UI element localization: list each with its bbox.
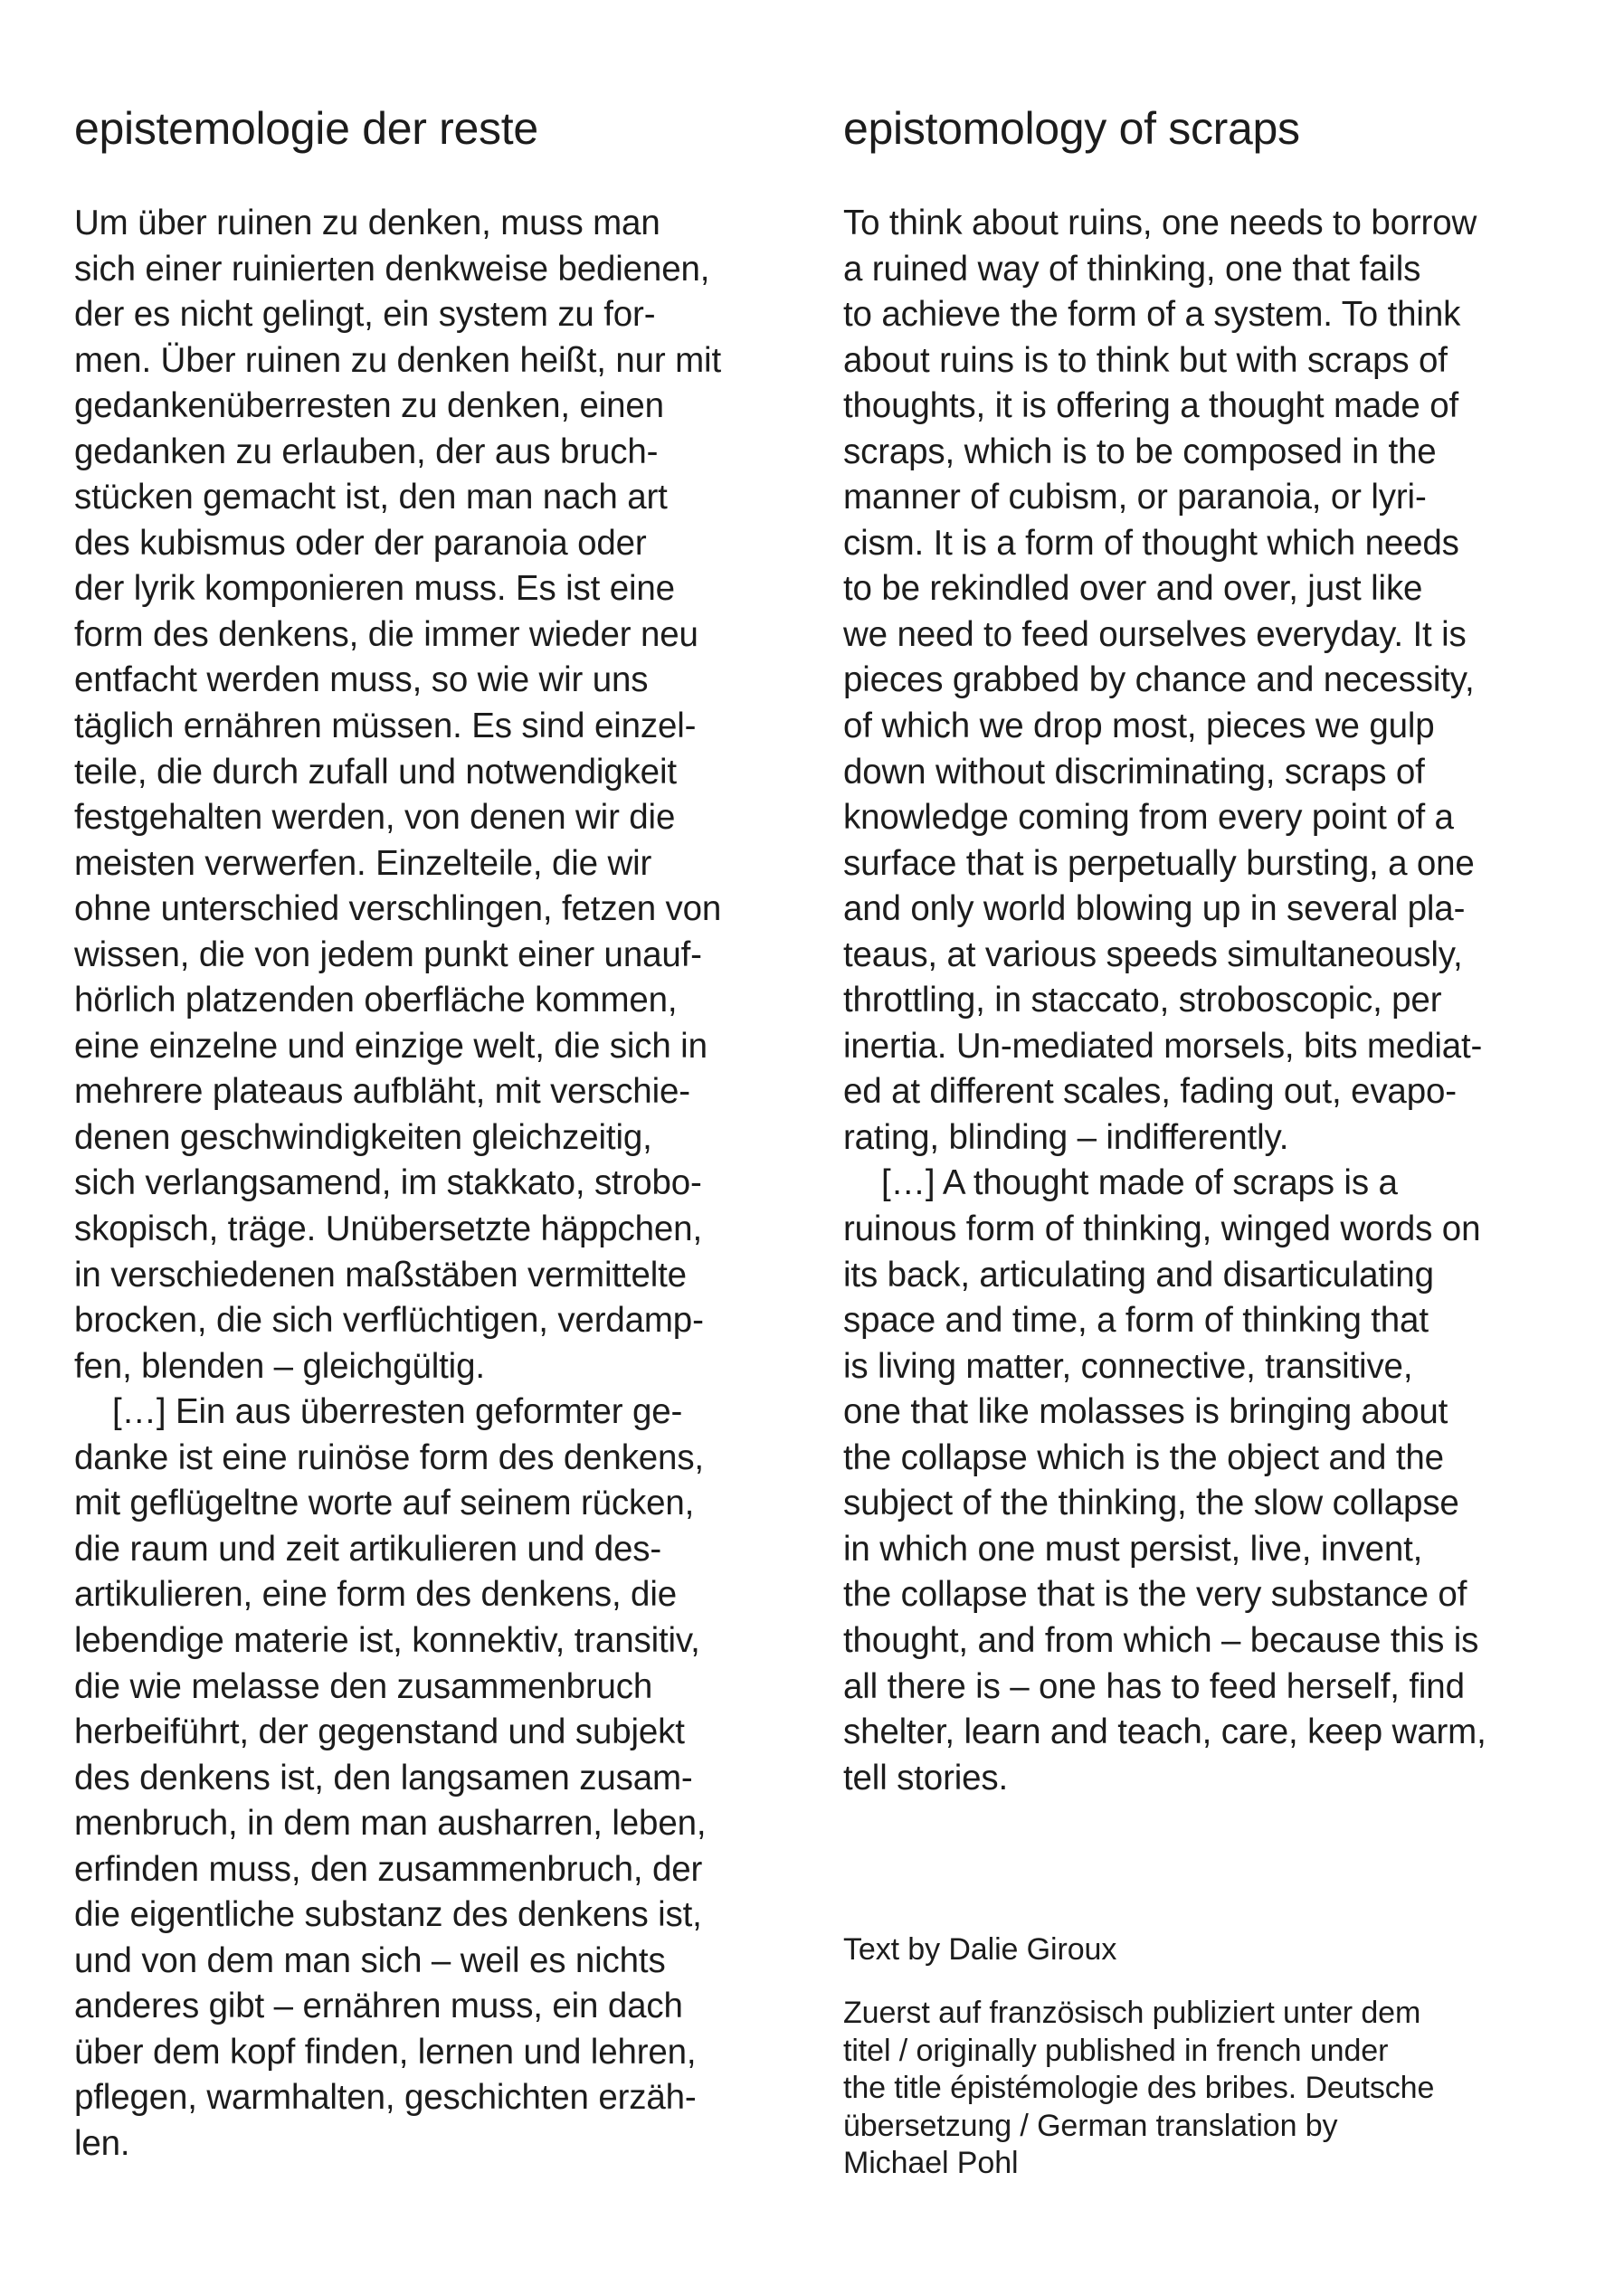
text-line: fen, blenden – gleichgültig. <box>74 1346 485 1386</box>
text-line: surface that is perpetually bursting, a one <box>843 843 1475 883</box>
text-line: we need to feed ourselves everyday. It is <box>843 614 1467 654</box>
text-line: mit geflügeltne worte auf seinem rücken, <box>74 1484 695 1523</box>
text-line: to achieve the form of a system. To think <box>843 295 1461 335</box>
text-line: inertia. Un-mediated morsels, bits mediat- <box>843 1026 1483 1066</box>
text-line: gedankenüberresten zu denken, einen <box>74 386 664 426</box>
text-line: anderes gibt – ernähren muss, ein dach <box>74 1987 683 2026</box>
text-line: in which one must persist, live, invent, <box>843 1529 1423 1569</box>
text-line: form des denkens, die immer wieder neu <box>74 614 698 654</box>
text-line: danke ist eine ruinöse form des denkens, <box>74 1437 704 1477</box>
text-line: entfacht werden muss, so wie wir uns <box>74 660 649 700</box>
text-line: täglich ernähren müssen. Es sind einzel- <box>74 707 697 746</box>
text-line: hörlich platzenden oberfläche kommen, <box>74 981 678 1020</box>
text-line: teile, die durch zufall und notwendigkeit <box>74 752 677 792</box>
text-line: in verschiedenen maßstäben vermittelte <box>74 1255 687 1295</box>
publication-note <box>843 1995 1434 2183</box>
paragraph-start-line: […] Ein aus überresten geformter ge- <box>112 1392 683 1432</box>
text-line: pflegen, warmhalten, geschichten erzäh- <box>74 2078 697 2118</box>
text-line: des kubismus oder der paranoia oder <box>74 523 647 563</box>
text-line: brocken, die sich verflüchtigen, verdamp- <box>74 1301 704 1341</box>
text-line: manner of cubism, or paranoia, or lyri- <box>843 478 1427 517</box>
text-line: artikulieren, eine form des denkens, die <box>74 1575 677 1615</box>
text-line: teaus, at various speeds simultaneously, <box>843 934 1463 974</box>
text-line: mehrere plateaus aufbläht, mit verschie- <box>74 1072 690 1112</box>
text-line: space and time, a form of thinking that <box>843 1301 1429 1341</box>
text-line: rating, blinding – indifferently. <box>843 1117 1289 1157</box>
text-line: all there is – one has to feed herself, find <box>843 1666 1465 1706</box>
text-line: one that like molasses is bringing about <box>843 1392 1448 1432</box>
paragraph-start-line: […] A thought made of scraps is a <box>881 1163 1398 1203</box>
text-line: about ruins is to think but with scraps of <box>843 340 1448 380</box>
text-line: a ruined way of thinking, one that fails <box>843 249 1421 289</box>
text-line: die wie melasse den zusammenbruch <box>74 1666 653 1706</box>
text-line: der lyrik komponieren muss. Es ist eine <box>74 569 675 609</box>
text-line: to be rekindled over and over, just like <box>843 569 1423 609</box>
text-line: die raum und zeit artikulieren und des- <box>74 1529 662 1569</box>
author-credit: Text by Dalie Giroux <box>843 1932 1117 1967</box>
english-title: epistomology of scraps <box>843 103 1300 154</box>
text-line: erfinden muss, den zusammenbruch, der <box>74 1849 703 1889</box>
text-line: menbruch, in dem man ausharren, leben, <box>74 1804 707 1844</box>
text-line: its back, articulating and disarticulating <box>843 1255 1434 1295</box>
text-line: und von dem man sich – weil es nichts <box>74 1940 666 1980</box>
text-line: wissen, die von jedem punkt einer unauf- <box>74 934 702 974</box>
text-line: gedanken zu erlauben, der aus bruch- <box>74 432 659 471</box>
text-line: down without discriminating, scraps of <box>843 752 1425 792</box>
note-line: übersetzung / German translation by <box>843 2108 1338 2143</box>
text-line: thoughts, it is offering a thought made of <box>843 386 1459 426</box>
text-line: Um über ruinen zu denken, muss man <box>74 204 660 242</box>
text-line: eine einzelne und einzige welt, die sich in <box>74 1026 708 1066</box>
text-line: of which we drop most, pieces we gulp <box>843 707 1435 746</box>
text-line: des denkens ist, den langsamen zusam- <box>74 1758 693 1797</box>
text-line: is living matter, connective, transitive, <box>843 1346 1413 1386</box>
text-line: stücken gemacht ist, den man nach art <box>74 478 668 517</box>
text-line: ohne unterschied verschlingen, fetzen von <box>74 889 722 929</box>
text-line: sich verlangsamend, im stakkato, strobo- <box>74 1163 702 1203</box>
text-line: festgehalten werden, von denen wir die <box>74 798 676 838</box>
text-line: men. Über ruinen zu denken heißt, nur mit <box>74 340 722 380</box>
text-line: thought, and from which – because this is <box>843 1620 1479 1660</box>
english-body <box>843 201 1486 1801</box>
german-body <box>74 201 721 2167</box>
text-line: skopisch, träge. Unübersetzte häppchen, <box>74 1209 702 1249</box>
text-line: the collapse which is the object and the <box>843 1437 1444 1477</box>
text-line: ed at different scales, fading out, evapo- <box>843 1072 1457 1112</box>
text-line: the collapse that is the very substance of <box>843 1575 1467 1615</box>
text-line: To think about ruins, one needs to borrow <box>843 204 1477 242</box>
german-title: epistemologie der reste <box>74 103 538 154</box>
text-line: herbeiführt, der gegenstand und subjekt <box>74 1712 685 1752</box>
note-line: Zuerst auf französisch publiziert unter dem <box>843 1996 1421 2030</box>
note-line: the title épistémologie des bribes. Deutsche <box>843 2071 1435 2105</box>
note-line: Michael Pohl <box>843 2146 1019 2180</box>
text-line: and only world blowing up in several pla- <box>843 889 1466 929</box>
text-line: meisten verwerfen. Einzelteile, die wir <box>74 843 652 883</box>
text-line: scraps, which is to be composed in the <box>843 432 1437 471</box>
text-line: knowledge coming from every point of a <box>843 798 1454 838</box>
text-line: der es nicht gelingt, ein system zu for- <box>74 295 656 335</box>
text-line: sich einer ruinierten denkweise bedienen, <box>74 249 710 289</box>
text-line: cism. It is a form of thought which needs <box>843 523 1459 563</box>
note-line: titel / originally published in french under <box>843 2033 1389 2068</box>
text-line: len. <box>74 2123 130 2163</box>
text-line: lebendige materie ist, konnektiv, transitiv, <box>74 1620 700 1660</box>
text-line: tell stories. <box>843 1758 1009 1797</box>
text-line: denen geschwindigkeiten gleichzeitig, <box>74 1117 652 1157</box>
text-line: throttling, in staccato, stroboscopic, per <box>843 981 1442 1020</box>
text-line: shelter, learn and teach, care, keep warm, <box>843 1712 1486 1752</box>
text-line: pieces grabbed by chance and necessity, <box>843 660 1475 700</box>
text-line: subject of the thinking, the slow collapse <box>843 1484 1459 1523</box>
text-line: die eigentliche substanz des denkens ist, <box>74 1895 702 1935</box>
text-line: über dem kopf finden, lernen und lehren, <box>74 2032 697 2072</box>
text-line: ruinous form of thinking, winged words on <box>843 1209 1481 1249</box>
